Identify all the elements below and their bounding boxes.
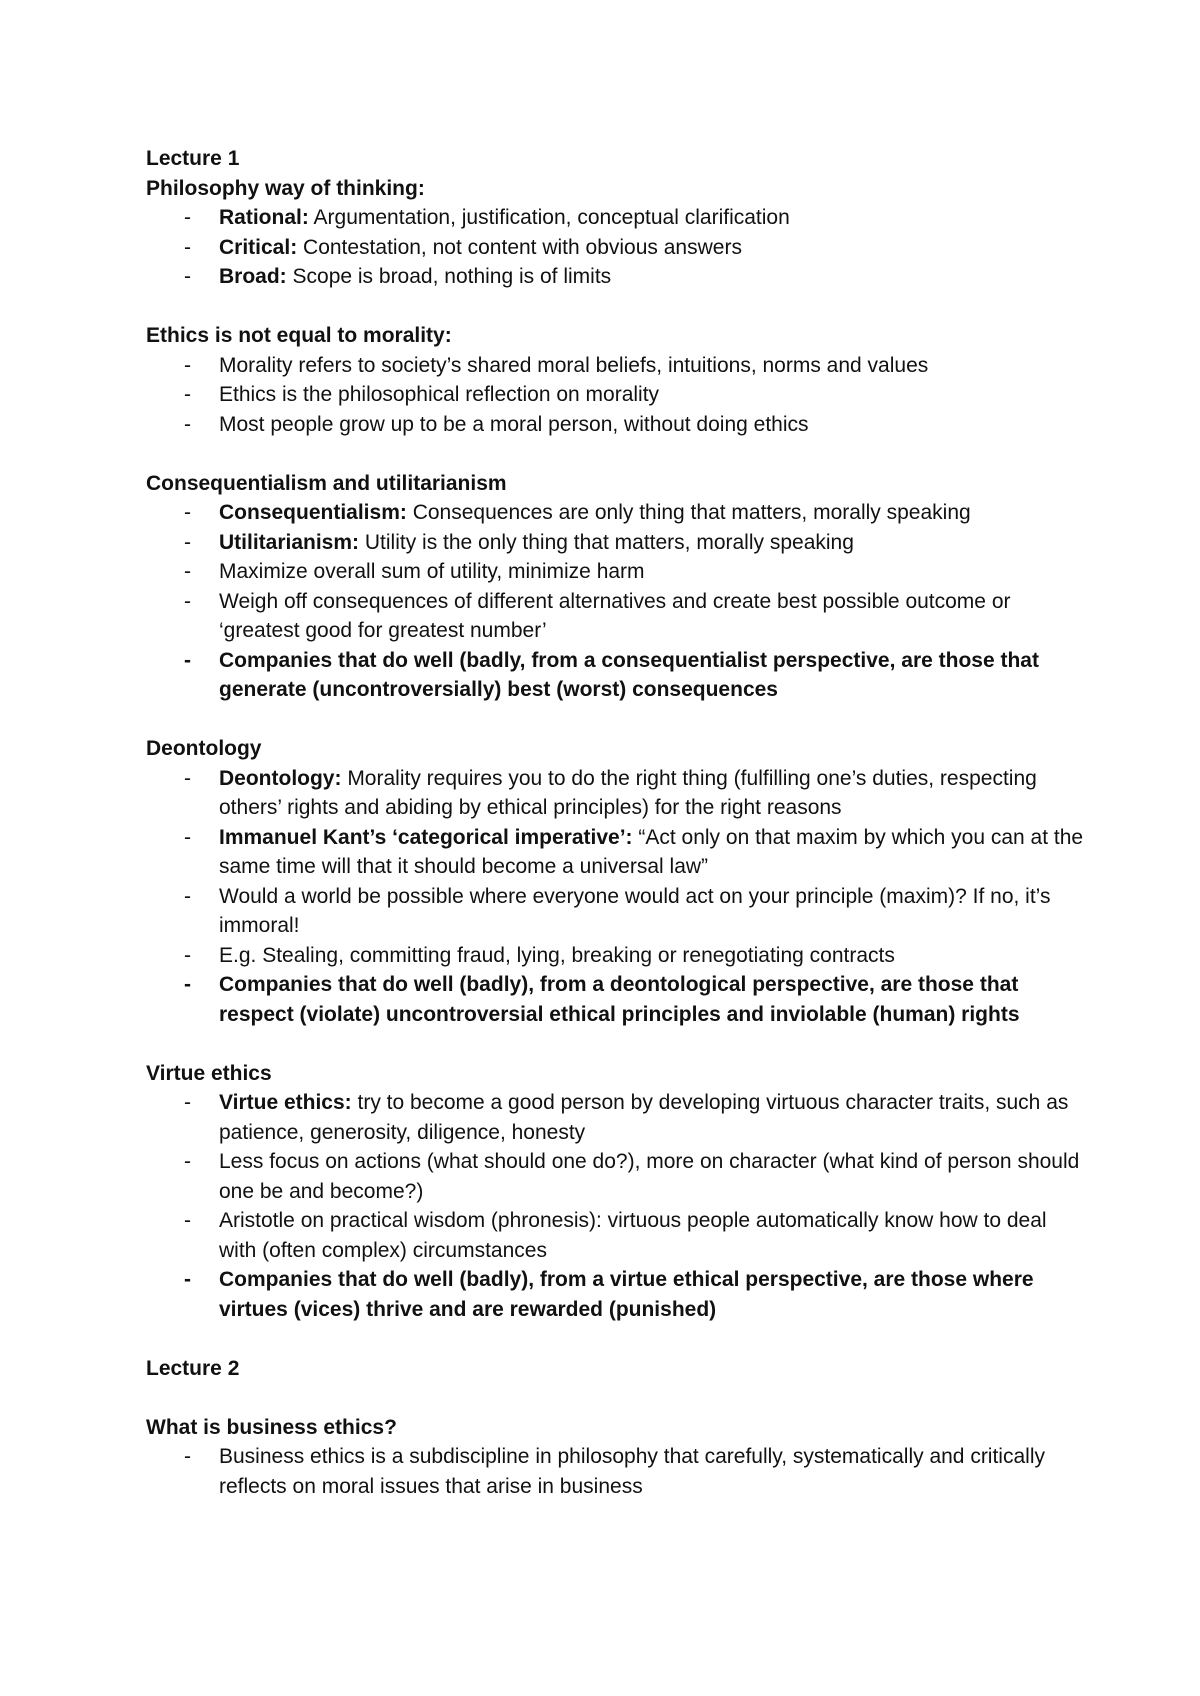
bullet-item: [146, 764, 1086, 823]
document-page: [146, 144, 1086, 1501]
bullet-item: [146, 380, 1086, 410]
bullet-item: [146, 410, 1086, 440]
bullet-dash: -: [184, 1209, 191, 1232]
bullet-dash: -: [184, 530, 191, 554]
bullet-dash: -: [184, 1268, 191, 1291]
bullet-text: E.g. Stealing, committing fraud, lying, breaking or renegotiating contracts: [219, 943, 895, 967]
bullet-item: [146, 1147, 1086, 1206]
bullet-dash: -: [184, 501, 191, 524]
bullet-text: Utility is the only thing that matters, morally speaking: [359, 530, 854, 554]
section-gap: [146, 1029, 1086, 1059]
bullet-item: [146, 1442, 1086, 1501]
bullet-dash: -: [184, 825, 191, 849]
bullet-dash: -: [184, 353, 191, 377]
section-heading: Lecture 2: [146, 1356, 240, 1380]
section-gap: [146, 705, 1086, 735]
bullet-text: “Act only on that maxim by which you can at the same time will that it should become a universal law”: [219, 825, 1084, 878]
bullet-term: Immanuel Kant’s ‘categorical imperative’:: [219, 825, 633, 849]
bullet-item: [146, 528, 1086, 558]
bullet-item: [146, 498, 1086, 528]
bullet-dash: -: [184, 206, 191, 229]
bullet-dash: -: [184, 265, 191, 288]
note-section: [146, 321, 1086, 439]
bullet-dash: -: [184, 560, 191, 583]
bullet-dash: -: [184, 943, 191, 967]
section-heading: Ethics is not equal to morality:: [146, 324, 452, 347]
bullet-term: Consequentialism:: [219, 501, 407, 524]
bullet-text: Business ethics is a subdiscipline in philosophy that carefully, systematically and critically reflects on moral issues that arise in business: [219, 1445, 1045, 1498]
note-section: [146, 469, 1086, 705]
bullet-item: [146, 587, 1086, 646]
bullet-dash: -: [184, 973, 191, 996]
bullet-item: [146, 203, 1086, 233]
bullet-term: Critical:: [219, 235, 298, 259]
section-heading: Philosophy way of thinking:: [146, 176, 425, 200]
bullet-text: Morality refers to society’s shared moral beliefs, intuitions, norms and values: [219, 353, 929, 377]
bullet-term: Deontology:: [219, 766, 342, 790]
bullet-text: Companies that do well (badly, from a consequentialist perspective, are those that generate (uncontroversially) best (worst) consequences: [219, 648, 1039, 701]
bullet-dash: -: [184, 766, 191, 790]
bullet-text: Weigh off consequences of different alternatives and create best possible outcome or ‘greatest good for greatest number’: [219, 589, 1011, 642]
section-heading: Virtue ethics: [146, 1061, 272, 1085]
note-section: [146, 1059, 1086, 1325]
bullet-list: [146, 1088, 1086, 1324]
bullet-list: [146, 351, 1086, 440]
bullet-text: Consequences are only thing that matters, morally speaking: [406, 501, 971, 524]
bullet-dash: -: [184, 884, 191, 908]
bullet-item: [146, 351, 1086, 381]
bullet-item: [146, 1088, 1086, 1147]
bullet-item: [146, 970, 1086, 1029]
bullet-dash: -: [184, 648, 191, 672]
bullet-list: [146, 203, 1086, 292]
bullet-text: Contestation, not content with obvious answers: [297, 235, 742, 259]
bullet-text: Morality requires you to do the right thing (fulfilling one’s duties, respecting others’ rights and abiding by ethical principles) for the right reasons: [219, 766, 1037, 819]
note-section: [146, 734, 1086, 1029]
bullet-item: [146, 941, 1086, 971]
bullet-item: [146, 233, 1086, 263]
bullet-list: [146, 764, 1086, 1030]
bullet-list: [146, 498, 1086, 705]
section-heading: What is business ethics?: [146, 1415, 397, 1439]
bullet-term: Rational:: [219, 206, 309, 229]
bullet-dash: -: [184, 235, 191, 259]
bullet-term: Broad:: [219, 265, 287, 288]
note-section: [146, 1354, 1086, 1384]
bullet-text: try to become a good person by developing virtuous character traits, such as patience, generosity, diligence, honesty: [219, 1091, 1069, 1144]
bullet-list: [146, 1442, 1086, 1501]
bullet-dash: -: [184, 383, 191, 406]
bullet-text: Scope is broad, nothing is of limits: [286, 265, 612, 288]
bullet-item: [146, 646, 1086, 705]
bullet-text: Would a world be possible where everyone would act on your principle (maxim)? If no, it’s immoral!: [219, 884, 1051, 937]
bullet-text: Less focus on actions (what should one do?), more on character (what kind of person should one be and become?): [219, 1150, 1080, 1203]
bullet-dash: -: [184, 589, 191, 613]
bullet-item: [146, 1206, 1086, 1265]
bullet-item: [146, 557, 1086, 587]
bullet-item: [146, 823, 1086, 882]
bullet-text: Companies that do well (badly), from a virtue ethical perspective, are those where virtues (vices) thrive and are rewarded (punished): [219, 1268, 1034, 1321]
bullet-text: Maximize overall sum of utility, minimize harm: [219, 560, 645, 583]
bullet-dash: -: [184, 412, 191, 436]
bullet-text: Aristotle on practical wisdom (phronesis): virtuous people automatically know how to deal with (often complex) circumstances: [219, 1209, 1047, 1262]
bullet-dash: -: [184, 1150, 191, 1173]
section-heading: Consequentialism and utilitarianism: [146, 471, 507, 495]
bullet-text: Argumentation, justification, conceptual clarification: [308, 206, 790, 229]
note-section: [146, 144, 1086, 292]
bullet-term: Virtue ethics:: [219, 1091, 352, 1114]
bullet-dash: -: [184, 1445, 191, 1468]
section-gap: [146, 292, 1086, 322]
section-heading: Lecture 1: [146, 147, 240, 170]
note-section: [146, 1413, 1086, 1502]
bullet-item: [146, 262, 1086, 292]
bullet-text: Ethics is the philosophical reflection on morality: [219, 383, 660, 406]
bullet-item: [146, 1265, 1086, 1324]
section-gap: [146, 1324, 1086, 1354]
bullet-item: [146, 882, 1086, 941]
bullet-dash: -: [184, 1091, 191, 1114]
section-heading: Deontology: [146, 737, 262, 760]
bullet-text: Companies that do well (badly), from a deontological perspective, are those that respect (violate) uncontroversial ethical principles and inviolable (human) rights: [219, 973, 1020, 1026]
section-gap: [146, 1383, 1086, 1413]
section-gap: [146, 439, 1086, 469]
bullet-term: Utilitarianism:: [219, 530, 360, 554]
bullet-text: Most people grow up to be a moral person, without doing ethics: [219, 412, 809, 436]
